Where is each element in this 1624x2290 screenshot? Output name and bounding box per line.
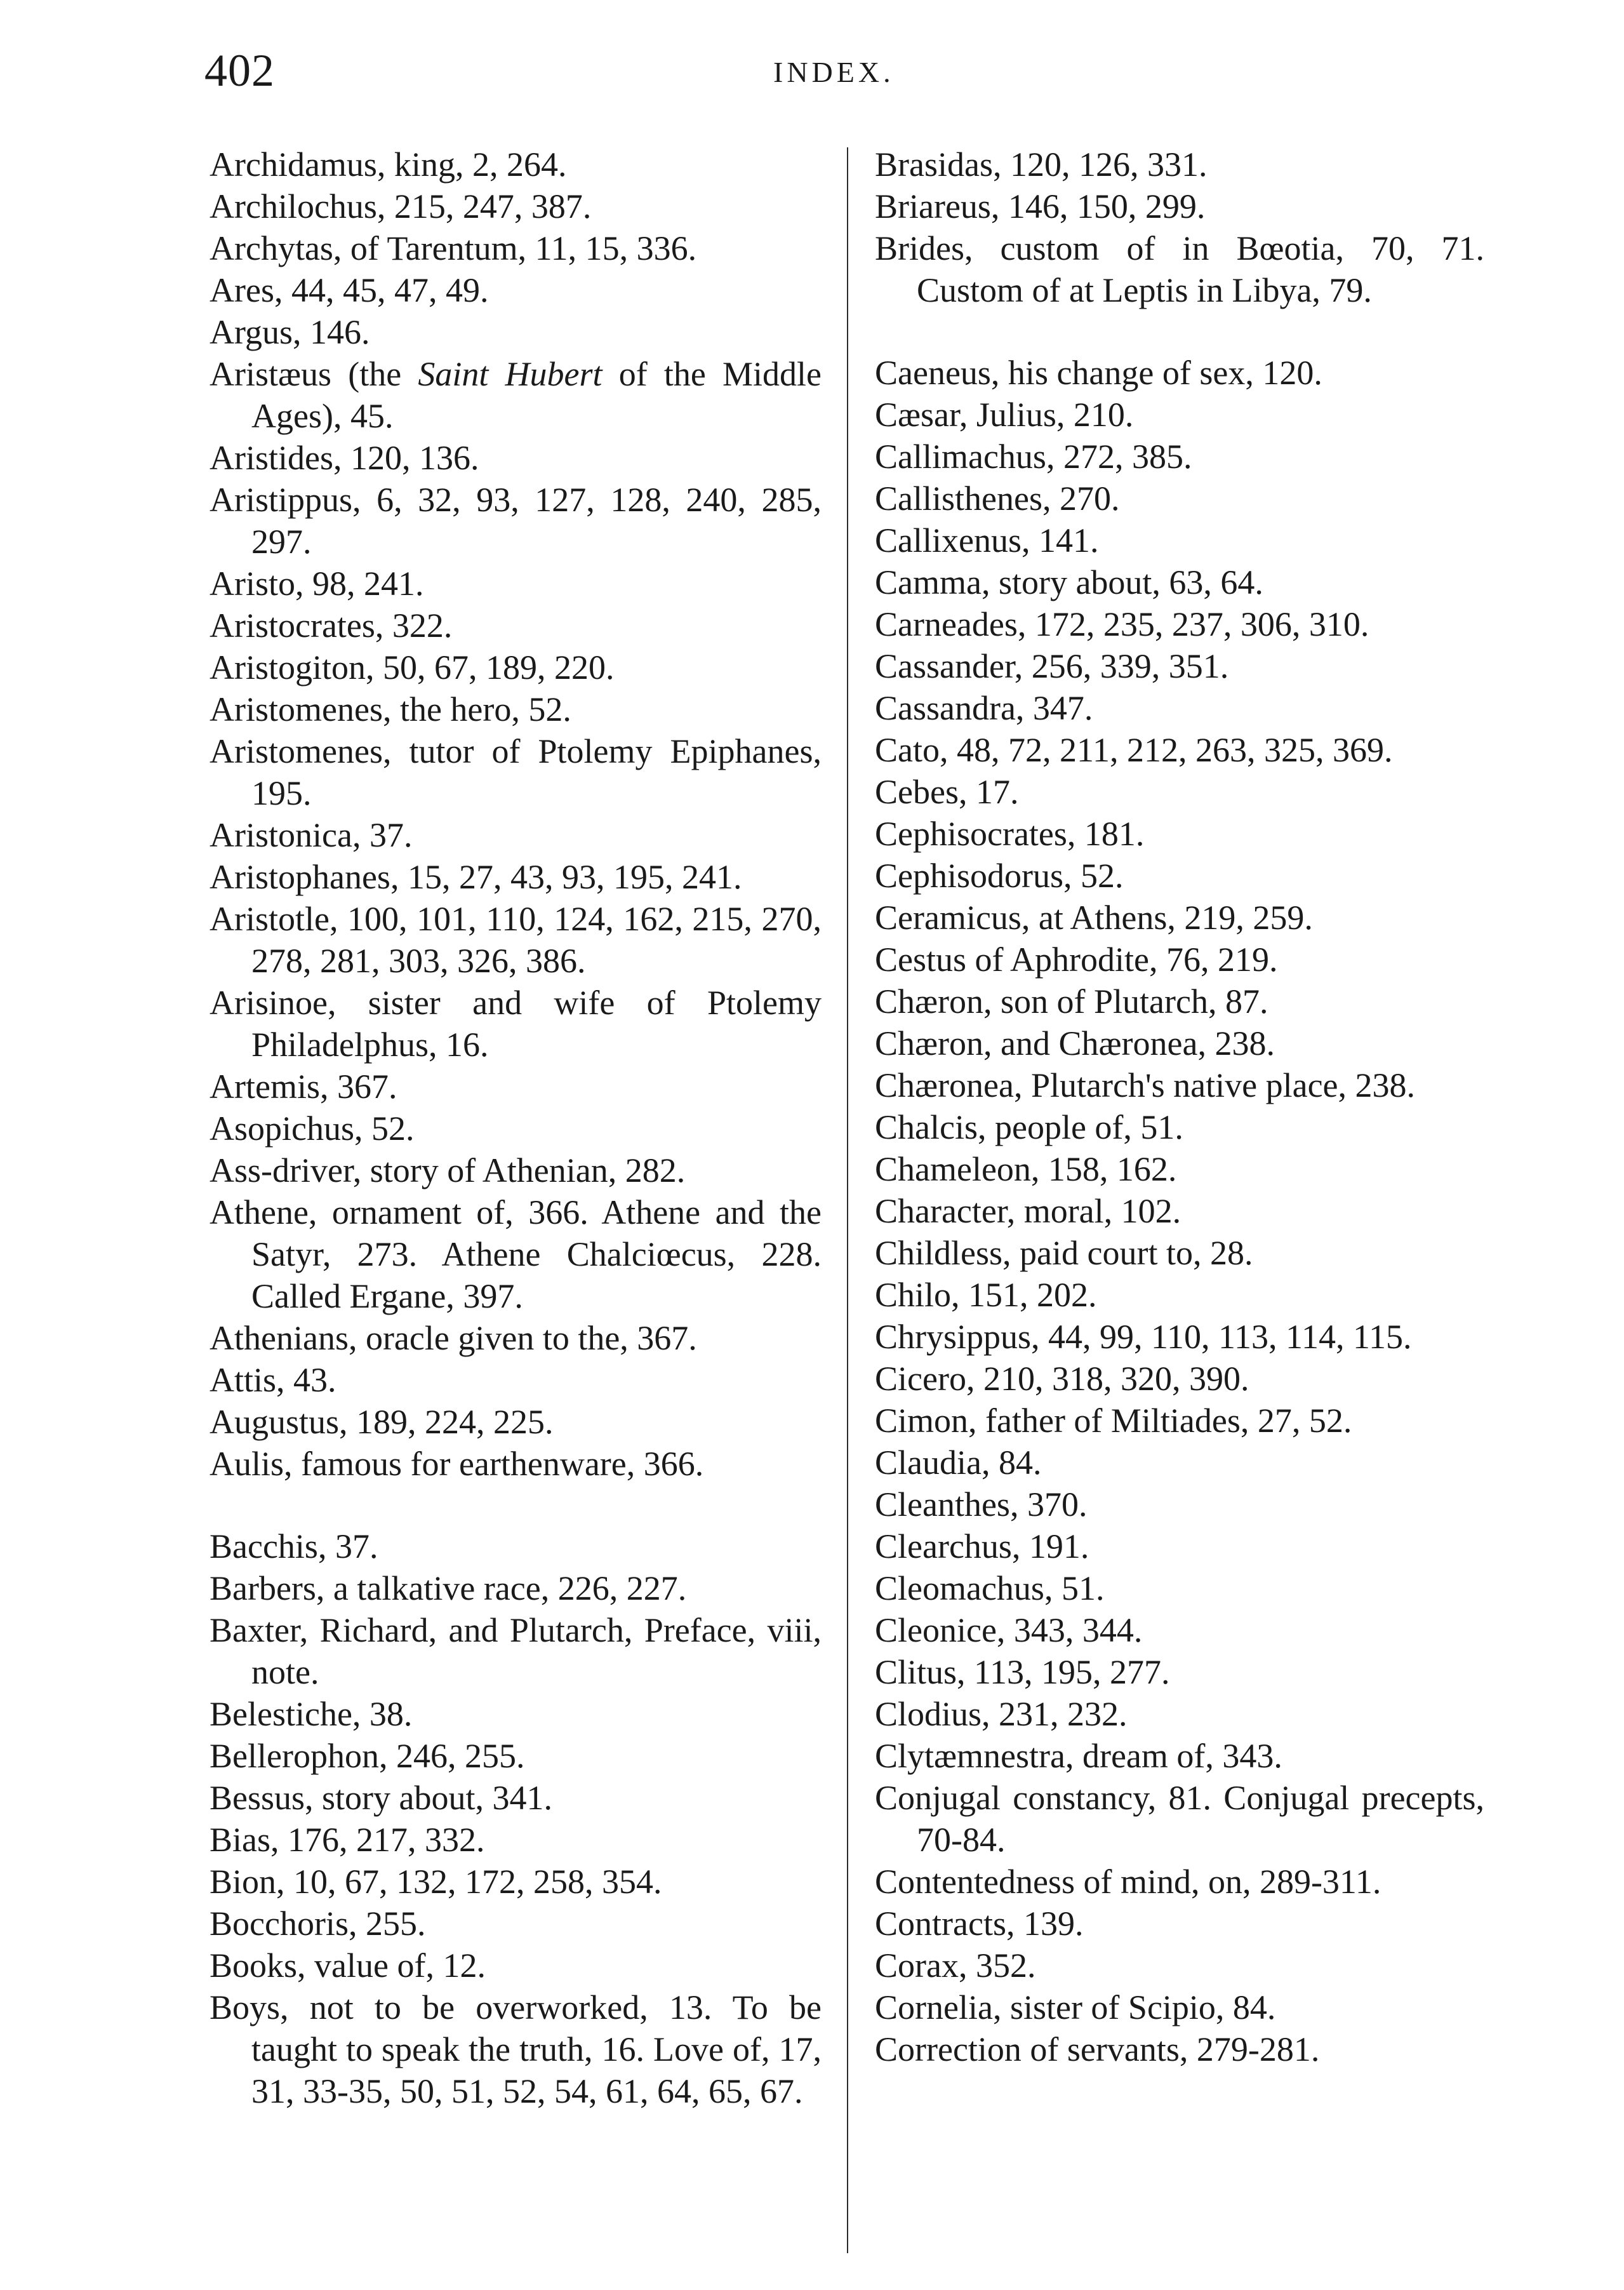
- index-entry: Cebes, 17.: [875, 773, 1019, 811]
- index-entry: Correction of servants, 279-281.: [875, 2030, 1320, 2068]
- index-entry: Character, moral, 102.: [875, 1192, 1181, 1230]
- index-entry: Cassander, 256, 339, 351.: [875, 647, 1229, 685]
- index-entry: Clearchus, 191.: [875, 1527, 1089, 1565]
- index-entry: Archytas, of Tarentum, 11, 15, 336.: [210, 229, 697, 267]
- index-entry: Cestus of Aphrodite, 76, 219.: [875, 941, 1278, 979]
- index-entry: Chrysippus, 44, 99, 110, 113, 114, 115.: [875, 1318, 1412, 1356]
- index-entry: Ares, 44, 45, 47, 49.: [210, 271, 489, 309]
- index-entry: Books, value of, 12.: [210, 1946, 486, 1985]
- index-entry: Aristippus, 6, 32, 93, 127, 128, 240, 285, 297.: [210, 481, 822, 561]
- index-entry: Chæronea, Plutarch's native place, 238.: [875, 1066, 1416, 1104]
- index-entry: Chæron, and Chæronea, 238.: [875, 1024, 1275, 1062]
- index-entry-italic: Saint Hubert: [418, 355, 602, 393]
- index-entry: Baxter, Richard, and Plutarch, Preface, viii, note.: [210, 1611, 822, 1691]
- index-entry: Cephisodorus, 52.: [875, 857, 1124, 895]
- index-entry: Archidamus, king, 2, 264.: [210, 145, 567, 184]
- index-entry: Athenians, oracle given to the, 367.: [210, 1319, 697, 1357]
- index-entry: Aristocrates, 322.: [210, 606, 453, 645]
- index-entry: Cleomachus, 51.: [875, 1569, 1105, 1607]
- index-entry: Chameleon, 158, 162.: [875, 1150, 1177, 1188]
- index-entry: Cleanthes, 370.: [875, 1485, 1088, 1523]
- index-entry: Bellerophon, 246, 255.: [210, 1737, 525, 1775]
- index-entry: Contracts, 139.: [875, 1905, 1084, 1943]
- page-number: 402: [204, 45, 275, 96]
- running-head: INDEX.: [773, 56, 895, 88]
- right-index-column: [875, 144, 1484, 2070]
- index-entry: Cicero, 210, 318, 320, 390.: [875, 1360, 1249, 1398]
- index-entry: Aristophanes, 15, 27, 43, 93, 195, 241.: [210, 858, 742, 896]
- index-entry: Artemis, 367.: [210, 1068, 397, 1106]
- index-entry: Chalcis, people of, 51.: [875, 1108, 1183, 1146]
- index-entry: Belestiche, 38.: [210, 1695, 413, 1733]
- index-entry: Aristogiton, 50, 67, 189, 220.: [210, 648, 615, 686]
- index-entry: Clytæmnestra, dream of, 343.: [875, 1737, 1282, 1775]
- index-entry: Aristotle, 100, 101, 110, 124, 162, 215, 270, 278, 281, 303, 326, 386.: [210, 900, 822, 980]
- index-entry: Cato, 48, 72, 211, 212, 263, 325, 369.: [875, 731, 1393, 769]
- index-entry: Corax, 352.: [875, 1946, 1036, 1985]
- index-entry: Augustus, 189, 224, 225.: [210, 1403, 554, 1441]
- index-entry: Argus, 146.: [210, 313, 370, 351]
- index-entry: Aristomenes, the hero, 52.: [210, 690, 571, 728]
- index-entry: Ceramicus, at Athens, 219, 259.: [875, 899, 1313, 937]
- index-entry: Chæron, son of Plutarch, 87.: [875, 982, 1268, 1021]
- index-entry: Camma, story about, 63, 64.: [875, 563, 1263, 601]
- index-entry: Aristides, 120, 136.: [210, 439, 479, 477]
- index-entry: Aulis, famous for earthenware, 366.: [210, 1445, 704, 1483]
- index-entry: Cassandra, 347.: [875, 689, 1093, 727]
- index-entry: Asopichus, 52.: [210, 1109, 415, 1148]
- index-entry: Aristo, 98, 241.: [210, 565, 424, 603]
- index-entry: Cephisocrates, 181.: [875, 815, 1145, 853]
- index-entry: Callixenus, 141.: [875, 521, 1099, 559]
- left-index-column: [210, 144, 822, 2112]
- index-entry: Clodius, 231, 232.: [875, 1695, 1128, 1733]
- index-entry: Bias, 176, 217, 332.: [210, 1821, 485, 1859]
- index-entry: Carneades, 172, 235, 237, 306, 310.: [875, 605, 1369, 643]
- index-entry: Chilo, 151, 202.: [875, 1276, 1097, 1314]
- index-entry-text: Aristæus (the: [210, 355, 418, 393]
- index-entry: Athene, ornament of, 366. Athene and the Satyr, 273. Athene Chalciœcus, 228. Called Ergane, 397.: [210, 1193, 822, 1315]
- index-entry: Bion, 10, 67, 132, 172, 258, 354.: [210, 1863, 662, 1901]
- index-entry: Boys, not to be overworked, 13. To be taught to speak the truth, 16. Love of, 17, 31, 33-35, 50, 51, 52, 54, 61, 64, 65, 67.: [210, 1988, 822, 2110]
- index-entry: Briareus, 146, 150, 299.: [875, 187, 1206, 225]
- index-entry: Callisthenes, 270.: [875, 479, 1120, 518]
- index-entry: Clitus, 113, 195, 277.: [875, 1653, 1170, 1691]
- index-entry: Cæsar, Julius, 210.: [875, 396, 1134, 434]
- index-entry: Cimon, father of Miltiades, 27, 52.: [875, 1402, 1352, 1440]
- index-entry: Aristomenes, tutor of Ptolemy Epiphanes, 195.: [210, 732, 822, 812]
- column-divider: [847, 147, 848, 2253]
- index-entry: Cornelia, sister of Scipio, 84.: [875, 1988, 1276, 2026]
- index-entry: Barbers, a talkative race, 226, 227.: [210, 1569, 687, 1607]
- index-entry: Caeneus, his change of sex, 120.: [875, 354, 1322, 392]
- index-entry: Childless, paid court to, 28.: [875, 1234, 1253, 1272]
- index-entry: Bocchoris, 255.: [210, 1905, 426, 1943]
- index-entry: Brides, custom of in Bœotia, 70, 71. Custom of at Leptis in Libya, 79.: [875, 229, 1484, 309]
- index-entry: Aristonica, 37.: [210, 816, 413, 854]
- index-entry-text: of the Middle Ages), 45.: [251, 355, 822, 435]
- index-entry: Attis, 43.: [210, 1361, 336, 1399]
- index-entry: Bacchis, 37.: [210, 1527, 378, 1565]
- index-entry: Arisinoe, sister and wife of Ptolemy Philadelphus, 16.: [210, 984, 822, 1064]
- index-entry: Brasidas, 120, 126, 331.: [875, 145, 1208, 184]
- index-entry: [210, 353, 822, 437]
- index-entry: Callimachus, 272, 385.: [875, 438, 1192, 476]
- index-entry: Contentedness of mind, on, 289-311.: [875, 1863, 1381, 1901]
- index-entry: Conjugal constancy, 81. Conjugal precepts, 70-84.: [875, 1779, 1484, 1859]
- index-entry: Claudia, 84.: [875, 1443, 1042, 1482]
- index-entry: Cleonice, 343, 344.: [875, 1611, 1143, 1649]
- index-entry: Archilochus, 215, 247, 387.: [210, 187, 592, 225]
- index-entry: Ass-driver, story of Athenian, 282.: [210, 1151, 686, 1189]
- index-entry: Bessus, story about, 341.: [210, 1779, 552, 1817]
